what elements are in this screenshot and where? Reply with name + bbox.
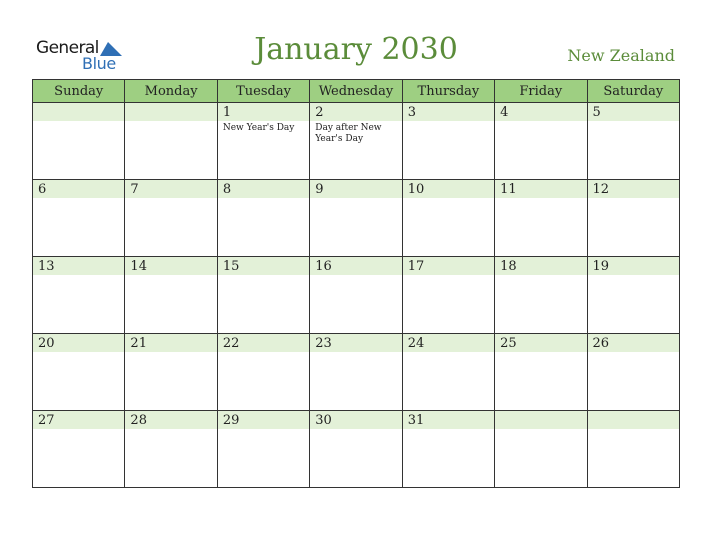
day-header-band	[403, 103, 494, 121]
day-cell	[402, 180, 494, 257]
day-number: 2	[315, 105, 324, 120]
weekday-header: Sunday	[33, 80, 125, 103]
week-row	[33, 411, 680, 488]
day-number: 31	[407, 413, 425, 428]
day-number: 10	[407, 182, 425, 197]
day-cell	[217, 411, 309, 488]
calendar-title: January 2030	[254, 32, 458, 67]
day-cell	[33, 103, 125, 180]
day-number: 8	[222, 182, 232, 197]
country-name: New Zealand	[567, 46, 675, 65]
day-number: 14	[130, 259, 147, 274]
weekday-header: Friday	[495, 80, 587, 103]
calendar-grid	[32, 79, 680, 488]
day-number: 26	[592, 336, 610, 351]
logo-text-general: General	[36, 38, 99, 58]
day-number: 4	[500, 105, 509, 120]
day-cell	[587, 103, 679, 180]
weekday-header: Wednesday	[310, 80, 402, 103]
day-number: 30	[315, 413, 332, 428]
day-cell	[125, 257, 217, 334]
logo-text-blue: Blue	[82, 54, 116, 73]
day-number: 7	[130, 182, 139, 197]
day-cell	[33, 411, 125, 488]
day-number: 23	[315, 336, 332, 351]
day-number: 3	[407, 105, 416, 120]
day-cell	[495, 411, 587, 488]
day-number: 1	[222, 105, 232, 120]
day-header-band	[218, 103, 309, 121]
day-cell	[310, 103, 402, 180]
day-number: 19	[592, 259, 610, 274]
day-cell	[587, 411, 679, 488]
day-cell	[33, 334, 125, 411]
day-header-band	[125, 180, 216, 198]
day-cell	[495, 103, 587, 180]
day-cell	[310, 257, 402, 334]
day-header-band	[218, 180, 309, 198]
day-cell	[402, 334, 494, 411]
weekday-header-row	[33, 80, 680, 103]
calendar-body	[33, 103, 680, 488]
weekday-header: Thursday	[402, 80, 494, 103]
day-cell	[33, 257, 125, 334]
day-number: 25	[500, 336, 517, 351]
day-header-band	[588, 103, 679, 121]
day-header-band	[310, 103, 401, 121]
day-cell	[217, 180, 309, 257]
week-row	[33, 257, 680, 334]
day-cell	[310, 334, 402, 411]
day-number: 13	[38, 259, 55, 274]
day-cell	[33, 180, 125, 257]
day-cell	[310, 411, 402, 488]
day-number: 21	[130, 336, 147, 351]
weekday-header: Tuesday	[217, 80, 309, 103]
day-number: 9	[315, 182, 324, 197]
day-cell	[587, 257, 679, 334]
week-row	[33, 103, 680, 180]
day-cell	[587, 180, 679, 257]
day-number: 6	[38, 182, 47, 197]
day-header-band	[33, 180, 124, 198]
weekday-header: Saturday	[587, 80, 679, 103]
day-number: 16	[315, 259, 332, 274]
weekday-header: Monday	[125, 80, 217, 103]
day-header-band	[495, 103, 586, 121]
day-number: 22	[222, 336, 240, 351]
day-number: 18	[500, 259, 517, 274]
day-number: 12	[592, 182, 610, 197]
day-header-band	[588, 411, 679, 429]
day-number: 27	[38, 413, 55, 428]
day-header-band	[125, 103, 216, 121]
day-cell	[125, 411, 217, 488]
day-cell	[495, 257, 587, 334]
holiday-label: New Year's Day	[222, 123, 295, 133]
day-cell	[495, 180, 587, 257]
day-cell	[495, 334, 587, 411]
day-cell	[587, 334, 679, 411]
day-number: 11	[500, 182, 517, 197]
day-number: 5	[592, 105, 601, 120]
day-number: 20	[38, 336, 55, 351]
day-cell	[217, 103, 309, 180]
day-header-band	[310, 180, 401, 198]
day-number: 28	[130, 413, 147, 428]
day-cell	[125, 103, 217, 180]
week-row	[33, 334, 680, 411]
day-header-band	[33, 103, 124, 121]
day-cell	[402, 103, 494, 180]
day-cell	[125, 334, 217, 411]
day-number: 24	[407, 336, 425, 351]
holiday-label: Day after New Year's Day	[315, 123, 382, 144]
day-number: 29	[222, 413, 240, 428]
week-row	[33, 180, 680, 257]
day-cell	[402, 257, 494, 334]
day-cell	[217, 334, 309, 411]
day-cell	[402, 411, 494, 488]
day-cell	[125, 180, 217, 257]
day-number: 17	[407, 259, 425, 274]
day-cell	[310, 180, 402, 257]
day-header-band	[495, 411, 586, 429]
day-number: 15	[222, 259, 240, 274]
day-cell	[217, 257, 309, 334]
